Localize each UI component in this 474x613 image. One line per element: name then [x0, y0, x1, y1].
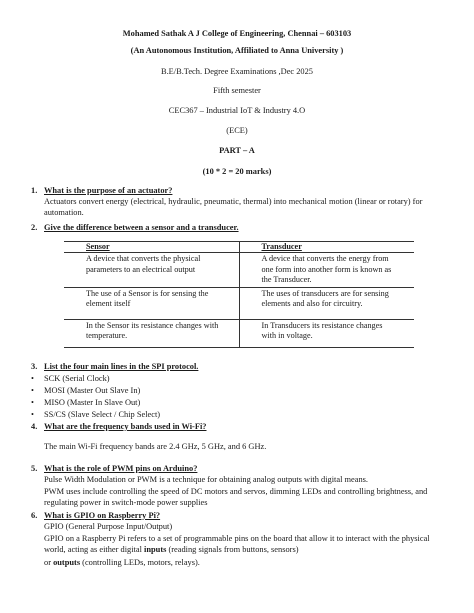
question-number: 5.	[31, 464, 38, 473]
exam-title: B.E/B.Tech. Degree Examinations ,Dec 2025	[161, 67, 313, 76]
question-6: What is GPIO on Raspberry Pi?	[44, 511, 161, 520]
table-cell: The uses of transducers are for sensing elements and also for circuitry.	[239, 287, 414, 319]
autonomous-line: (An Autonomous Institution, Affiliated to Anna University )	[130, 46, 344, 55]
question-5: What is the role of PWM pins on Arduino?	[44, 464, 198, 473]
answer-5-line-1: Pulse Width Modulation or PWM is a technique for obtaining analog outputs with digital means.	[44, 475, 368, 484]
question-number: 4.	[31, 422, 38, 431]
answer-6-line-1: GPIO (General Purpose Input/Output)	[44, 522, 173, 531]
question-1: What is the purpose of an actuator?	[44, 186, 173, 195]
table-header-transducer: Transducer	[239, 242, 414, 253]
bullet-icon: •	[31, 386, 34, 395]
list-item: • SCK (Serial Clock)	[31, 374, 110, 383]
marks-line: (10 * 2 = 20 marks)	[202, 167, 272, 176]
course-code: CEC367 – Industrial IoT & Industry 4.O	[168, 106, 306, 115]
table-row	[64, 287, 414, 319]
bullet-icon: •	[31, 410, 34, 419]
question-number: 2.	[31, 223, 38, 232]
inputs-keyword: inputs	[144, 544, 167, 554]
answer-4: The main Wi-Fi frequency bands are 2.4 GHz, 5 GHz, and 6 GHz.	[44, 442, 267, 451]
department: (ECE)	[226, 126, 248, 135]
bullet-icon: •	[31, 398, 34, 407]
question-4: What are the frequency bands used in Wi-Fi?	[44, 422, 207, 431]
table-cell: In Transducers its resistance changes with in voltage.	[239, 319, 414, 347]
table-row	[64, 319, 414, 347]
college-name: Mohamed Sathak A J College of Engineering, Chennai – 603103	[122, 29, 352, 38]
answer-6-line-3: or outputs (controlling LEDs, motors, relays).	[44, 558, 200, 567]
question-2: Give the difference between a sensor and a transducer.	[44, 223, 239, 232]
table-cell: A device that converts the energy from one form into another form is known as the Transducer.	[239, 253, 414, 287]
part-title: PART – A	[219, 146, 255, 155]
question-3: List the four main lines in the SPI protocol.	[44, 362, 199, 371]
answer-5-line-2: PWM uses include controlling the speed of DC motors and servos, dimming LEDs and controlling brightness, and regulating power in switch-mode power supplies	[44, 487, 428, 507]
question-number: 6.	[31, 511, 38, 520]
outputs-keyword: outputs	[53, 558, 81, 567]
list-item: • MISO (Master In Slave Out)	[31, 398, 141, 407]
question-number: 1.	[31, 186, 38, 195]
semester: Fifth semester	[213, 86, 261, 95]
answer-1: Actuators convert energy (electrical, hydraulic, pneumatic, thermal) into mechanical motion (linear or rotary) for automation.	[44, 197, 423, 217]
table-row	[64, 253, 414, 287]
table-header-sensor: Sensor	[64, 242, 239, 253]
table-cell: A device that converts the physical parameters to an electrical output	[64, 253, 239, 287]
answer-6-line-2: GPIO on a Raspberry Pi refers to a set of programmable pins on the board that allow it to interact with the physical world, acting as either digital inputs (reading signals from buttons, sensors)	[44, 534, 430, 554]
list-item: • MOSI (Master Out Slave In)	[31, 386, 141, 395]
table-cell: In the Sensor its resistance changes with temperature.	[64, 319, 239, 347]
bullet-icon: •	[31, 374, 34, 383]
list-item: • SS/CS (Slave Select / Chip Select)	[31, 410, 161, 419]
sensor-transducer-table	[64, 241, 414, 348]
table-cell: The use of a Sensor is for sensing the element itself	[64, 287, 239, 319]
question-number: 3.	[31, 362, 38, 371]
